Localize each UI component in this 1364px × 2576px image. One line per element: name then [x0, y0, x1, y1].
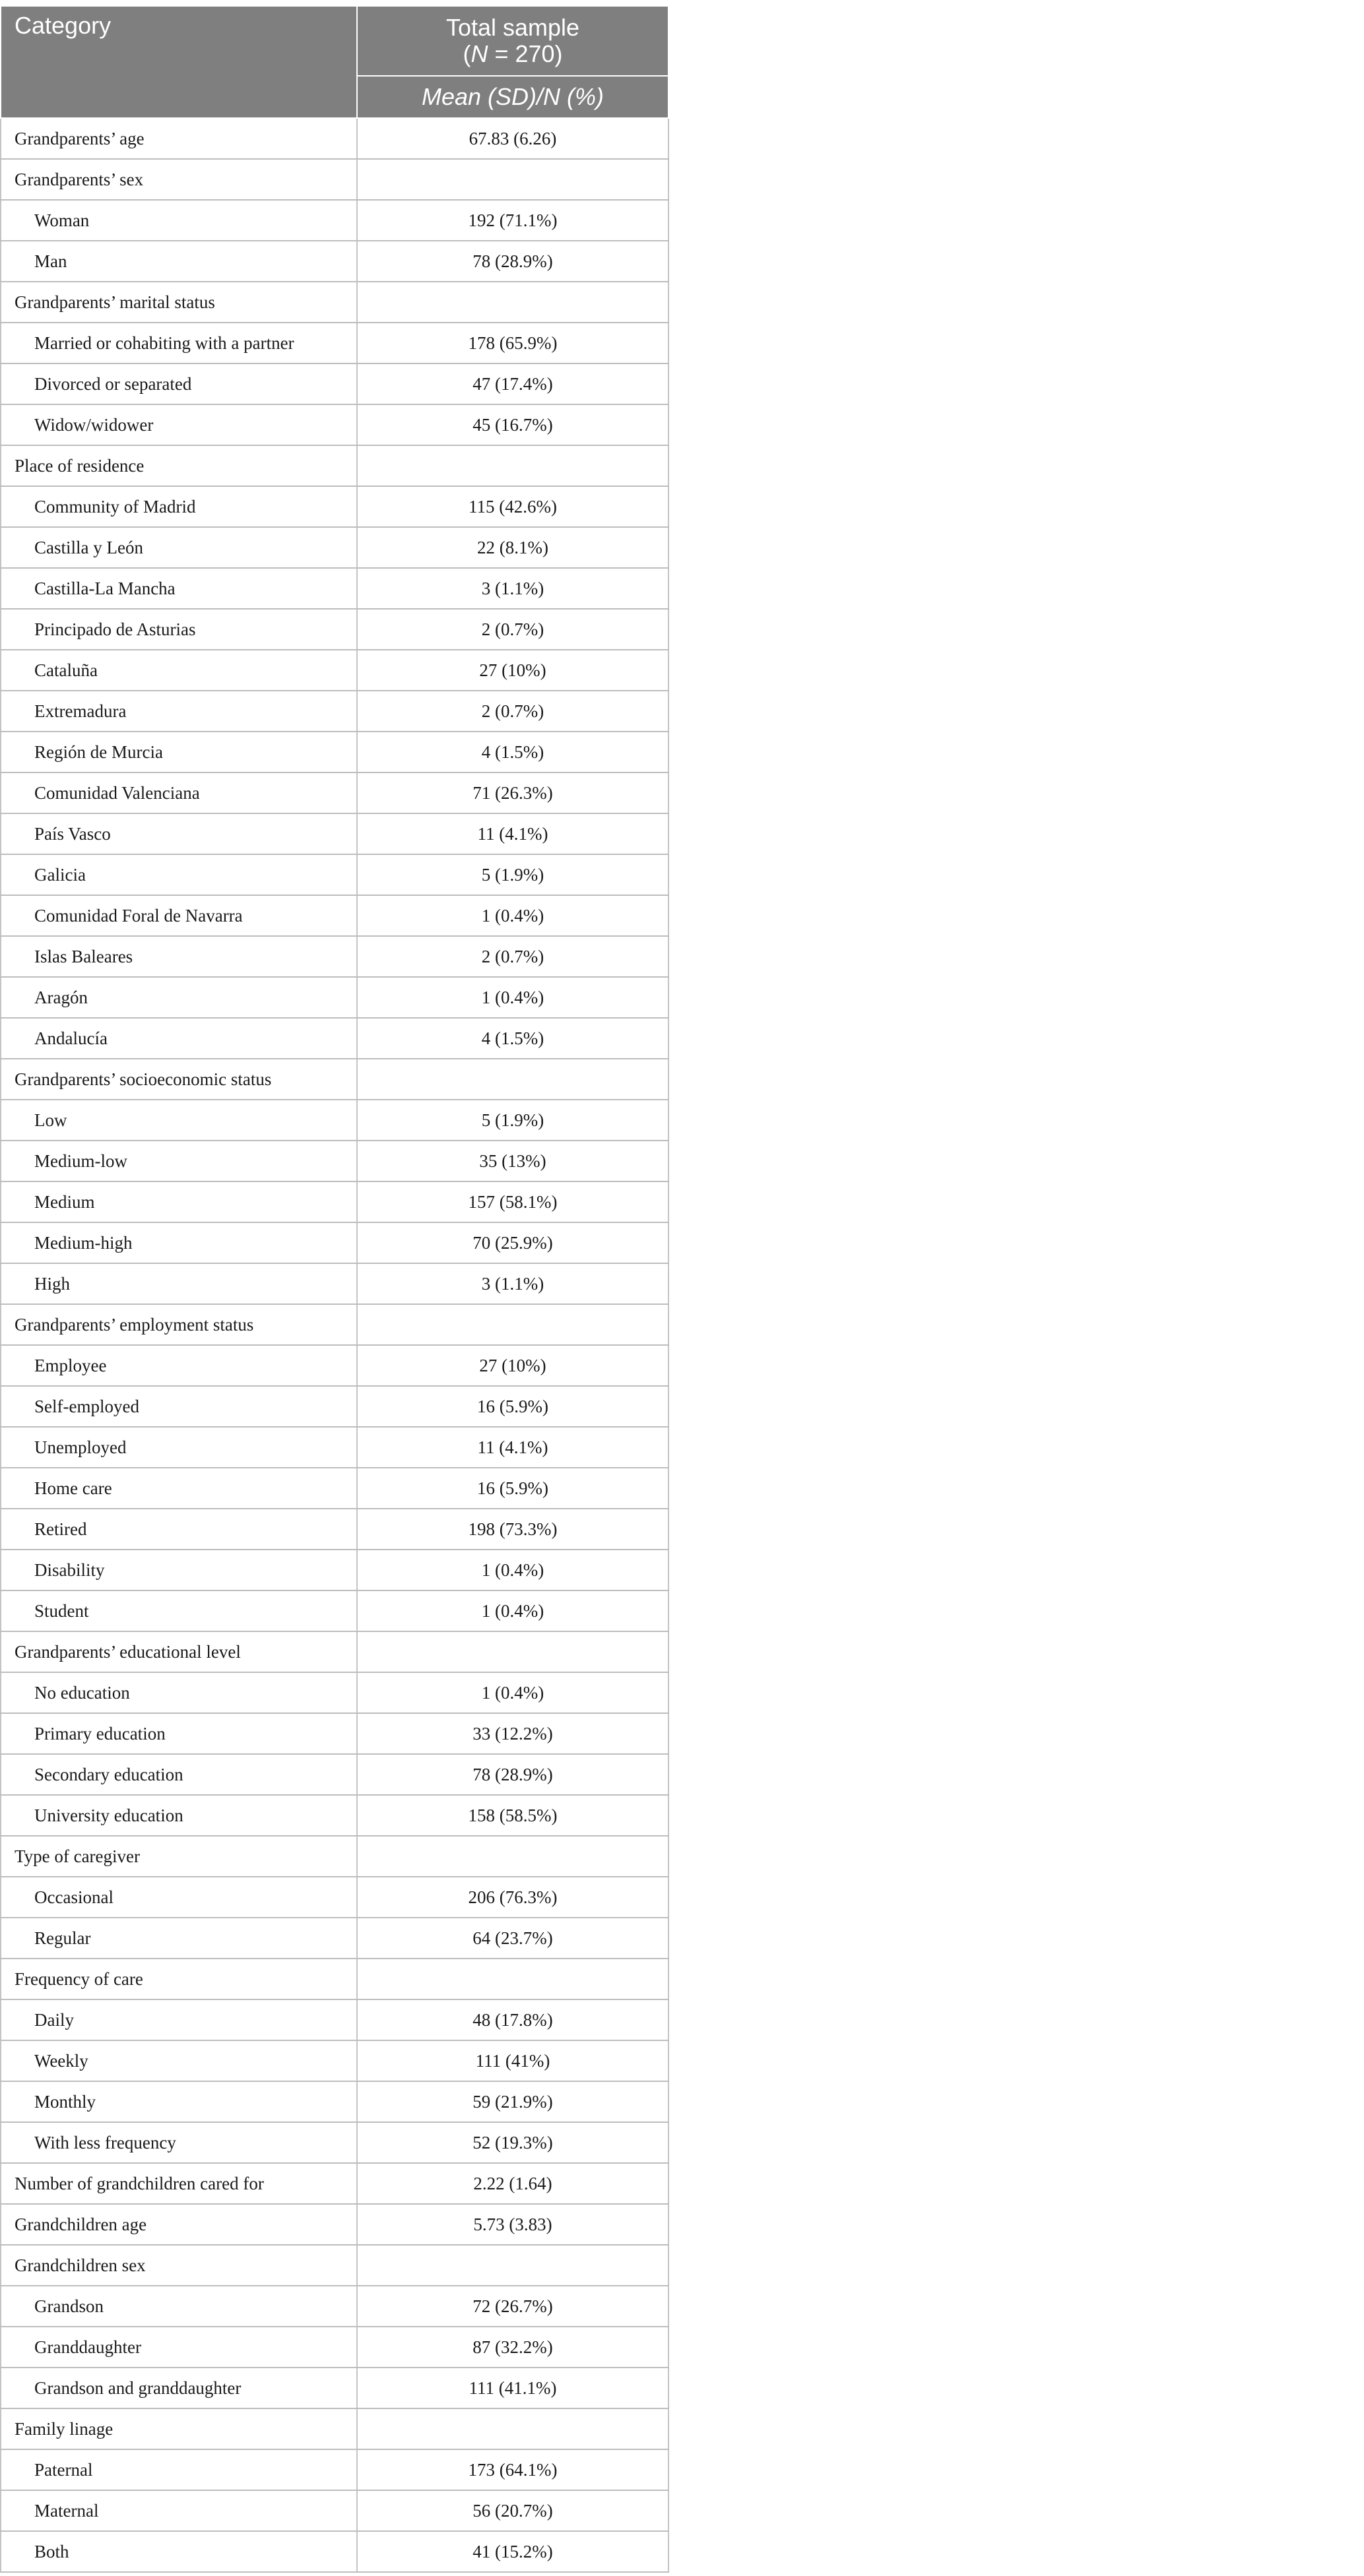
- table-row: [1, 691, 668, 732]
- table-row: [1, 2368, 668, 2408]
- subcategory-label: No education: [1, 1672, 357, 1713]
- subcategory-label: Regular: [1, 1918, 357, 1959]
- subcategory-label: Secondary education: [1, 1754, 357, 1795]
- statistic-value: 1 (0.4%): [357, 1672, 668, 1713]
- subcategory-label: Andalucía: [1, 1018, 357, 1059]
- statistic-value: 59 (21.9%): [357, 2081, 668, 2122]
- statistic-value: 157 (58.1%): [357, 1181, 668, 1222]
- table-row: [1, 1304, 668, 1345]
- statistic-value: [357, 1631, 668, 1672]
- subcategory-label: High: [1, 1263, 357, 1304]
- statistic-value: 16 (5.9%): [357, 1468, 668, 1509]
- subcategory-label: Galicia: [1, 854, 357, 895]
- category-label: Grandparents’ sex: [1, 159, 357, 200]
- statistic-value: 22 (8.1%): [357, 527, 668, 568]
- subcategory-label: With less frequency: [1, 2122, 357, 2163]
- statistic-value: 178 (65.9%): [357, 323, 668, 363]
- subcategory-label: Man: [1, 241, 357, 282]
- subcategory-label: Woman: [1, 200, 357, 241]
- statistic-value: [357, 1959, 668, 1999]
- table-row: [1, 2081, 668, 2122]
- statistic-value: 48 (17.8%): [357, 1999, 668, 2040]
- table-row: [1, 813, 668, 854]
- total-sample-column-header: [357, 6, 668, 76]
- subcategory-label: Comunidad Foral de Navarra: [1, 895, 357, 936]
- table-row: [1, 2040, 668, 2081]
- sample-size-open-paren: (: [463, 40, 471, 67]
- category-label: Grandparents’ age: [1, 118, 357, 159]
- statistic-value: 11 (4.1%): [357, 1427, 668, 1468]
- table-header: [1, 6, 668, 118]
- table-row: [1, 1181, 668, 1222]
- subcategory-label: Disability: [1, 1550, 357, 1590]
- table-row: [1, 1141, 668, 1181]
- table-row: [1, 2122, 668, 2163]
- statistic-value: 52 (19.3%): [357, 2122, 668, 2163]
- table-row: [1, 2449, 668, 2490]
- subcategory-label: Widow/widower: [1, 404, 357, 445]
- table-row: [1, 1918, 668, 1959]
- statistic-value: 41 (15.2%): [357, 2531, 668, 2572]
- table-row: [1, 445, 668, 486]
- statistic-value: 198 (73.3%): [357, 1509, 668, 1550]
- table-row: [1, 1059, 668, 1100]
- subcategory-label: Primary education: [1, 1713, 357, 1754]
- demographics-table-container: [0, 5, 668, 2573]
- statistic-value: 1 (0.4%): [357, 1590, 668, 1631]
- statistic-value: 1 (0.4%): [357, 977, 668, 1018]
- table-body: [1, 118, 668, 2572]
- category-label: Grandparents’ marital status: [1, 282, 357, 323]
- table-row: [1, 1754, 668, 1795]
- statistic-value: 56 (20.7%): [357, 2490, 668, 2531]
- statistic-value: [357, 445, 668, 486]
- subcategory-label: University education: [1, 1795, 357, 1836]
- subcategory-label: Employee: [1, 1345, 357, 1386]
- table-row: [1, 1427, 668, 1468]
- statistic-value: 2 (0.7%): [357, 936, 668, 977]
- subcategory-label: Divorced or separated: [1, 363, 357, 404]
- statistic-value: 27 (10%): [357, 1345, 668, 1386]
- statistic-value: 5 (1.9%): [357, 854, 668, 895]
- statistic-value: 70 (25.9%): [357, 1222, 668, 1263]
- statistic-value: 4 (1.5%): [357, 1018, 668, 1059]
- statistic-value: 87 (32.2%): [357, 2327, 668, 2368]
- subcategory-label: Medium-low: [1, 1141, 357, 1181]
- subcategory-label: Grandson: [1, 2286, 357, 2327]
- subcategory-label: Castilla-La Mancha: [1, 568, 357, 609]
- table-row: [1, 1386, 668, 1427]
- statistic-value: 64 (23.7%): [357, 1918, 668, 1959]
- statistic-value: 67.83 (6.26): [357, 118, 668, 159]
- table-row: [1, 527, 668, 568]
- table-row: [1, 2245, 668, 2286]
- sample-size-value: = 270): [488, 40, 563, 67]
- subcategory-label: Medium-high: [1, 1222, 357, 1263]
- table-row: [1, 1672, 668, 1713]
- table-row: [1, 1550, 668, 1590]
- subcategory-label: Principado de Asturias: [1, 609, 357, 650]
- subcategory-label: Aragón: [1, 977, 357, 1018]
- table-row: [1, 568, 668, 609]
- table-row: [1, 732, 668, 772]
- table-row: [1, 1959, 668, 1999]
- table-row: [1, 118, 668, 159]
- category-label: Grandchildren sex: [1, 2245, 357, 2286]
- subcategory-label: Community of Madrid: [1, 486, 357, 527]
- table-row: [1, 2408, 668, 2449]
- table-row: [1, 1999, 668, 2040]
- statistic-value: 16 (5.9%): [357, 1386, 668, 1427]
- statistic-value: 1 (0.4%): [357, 895, 668, 936]
- table-row: [1, 2327, 668, 2368]
- category-label: Frequency of care: [1, 1959, 357, 1999]
- table-row: [1, 1345, 668, 1386]
- subcategory-label: Home care: [1, 1468, 357, 1509]
- table-row: [1, 1590, 668, 1631]
- statistic-value: 2 (0.7%): [357, 691, 668, 732]
- table-row: [1, 200, 668, 241]
- subcategory-label: Islas Baleares: [1, 936, 357, 977]
- table-row: [1, 486, 668, 527]
- table-row: [1, 363, 668, 404]
- statistic-value: [357, 159, 668, 200]
- subcategory-label: Comunidad Valenciana: [1, 772, 357, 813]
- sample-size-variable: N: [471, 40, 488, 67]
- statistic-value: 35 (13%): [357, 1141, 668, 1181]
- table-row: [1, 1795, 668, 1836]
- statistic-value: [357, 1304, 668, 1345]
- category-label: Grandparents’ socioeconomic status: [1, 1059, 357, 1100]
- category-label: Place of residence: [1, 445, 357, 486]
- statistic-value: 5.73 (3.83): [357, 2204, 668, 2245]
- category-label: Family linage: [1, 2408, 357, 2449]
- statistic-value: 33 (12.2%): [357, 1713, 668, 1754]
- statistic-value: [357, 282, 668, 323]
- statistic-value: 72 (26.7%): [357, 2286, 668, 2327]
- statistic-value: 192 (71.1%): [357, 200, 668, 241]
- category-label: Type of caregiver: [1, 1836, 357, 1877]
- table-row: [1, 404, 668, 445]
- table-row: [1, 772, 668, 813]
- statistic-value: 3 (1.1%): [357, 1263, 668, 1304]
- table-row: [1, 1222, 668, 1263]
- statistic-value: 115 (42.6%): [357, 486, 668, 527]
- table-row: [1, 1018, 668, 1059]
- statistic-value: 158 (58.5%): [357, 1795, 668, 1836]
- statistic-value: 71 (26.3%): [357, 772, 668, 813]
- table-row: [1, 1631, 668, 1672]
- subcategory-label: Grandson and granddaughter: [1, 2368, 357, 2408]
- statistic-subheader: Mean (SD)/N (%): [357, 76, 668, 118]
- statistic-value: [357, 2245, 668, 2286]
- statistic-value: 206 (76.3%): [357, 1877, 668, 1918]
- statistic-value: 78 (28.9%): [357, 1754, 668, 1795]
- statistic-value: [357, 2408, 668, 2449]
- subcategory-label: Monthly: [1, 2081, 357, 2122]
- statistic-value: 2.22 (1.64): [357, 2163, 668, 2204]
- subcategory-label: Married or cohabiting with a partner: [1, 323, 357, 363]
- subcategory-label: Occasional: [1, 1877, 357, 1918]
- statistic-value: [357, 1059, 668, 1100]
- subcategory-label: País Vasco: [1, 813, 357, 854]
- category-label: Grandchildren age: [1, 2204, 357, 2245]
- statistic-value: 78 (28.9%): [357, 241, 668, 282]
- table-row: [1, 159, 668, 200]
- table-row: [1, 1100, 668, 1141]
- statistic-value: 45 (16.7%): [357, 404, 668, 445]
- table-row: [1, 2286, 668, 2327]
- subcategory-label: Both: [1, 2531, 357, 2572]
- demographics-table: [0, 5, 669, 2573]
- subcategory-label: Self-employed: [1, 1386, 357, 1427]
- table-row: [1, 323, 668, 363]
- statistic-value: 3 (1.1%): [357, 568, 668, 609]
- subcategory-label: Cataluña: [1, 650, 357, 691]
- statistic-value: 47 (17.4%): [357, 363, 668, 404]
- statistic-value: 2 (0.7%): [357, 609, 668, 650]
- table-row: [1, 936, 668, 977]
- category-label: Number of grandchildren cared for: [1, 2163, 357, 2204]
- table-row: [1, 895, 668, 936]
- table-row: [1, 1877, 668, 1918]
- table-row: [1, 650, 668, 691]
- statistic-value: 111 (41%): [357, 2040, 668, 2081]
- table-row: [1, 241, 668, 282]
- subcategory-label: Paternal: [1, 2449, 357, 2490]
- subcategory-label: Daily: [1, 1999, 357, 2040]
- statistic-value: 4 (1.5%): [357, 732, 668, 772]
- table-row: [1, 1836, 668, 1877]
- total-sample-label: Total sample: [445, 14, 580, 41]
- subcategory-label: Medium: [1, 1181, 357, 1222]
- subcategory-label: Retired: [1, 1509, 357, 1550]
- category-label: Grandparents’ educational level: [1, 1631, 357, 1672]
- statistic-value: 11 (4.1%): [357, 813, 668, 854]
- subcategory-label: Maternal: [1, 2490, 357, 2531]
- category-column-header: Category: [1, 6, 357, 118]
- table-row: [1, 1509, 668, 1550]
- table-row: [1, 2204, 668, 2245]
- subcategory-label: Región de Murcia: [1, 732, 357, 772]
- header-row: [1, 6, 668, 76]
- statistic-value: 111 (41.1%): [357, 2368, 668, 2408]
- sample-size-label: [463, 40, 562, 67]
- subcategory-label: Extremadura: [1, 691, 357, 732]
- table-row: [1, 2490, 668, 2531]
- table-row: [1, 854, 668, 895]
- statistic-value: 1 (0.4%): [357, 1550, 668, 1590]
- subcategory-label: Unemployed: [1, 1427, 357, 1468]
- table-row: [1, 1713, 668, 1754]
- table-row: [1, 2531, 668, 2572]
- table-row: [1, 977, 668, 1018]
- table-row: [1, 1263, 668, 1304]
- table-row: [1, 282, 668, 323]
- statistic-value: 5 (1.9%): [357, 1100, 668, 1141]
- table-row: [1, 2163, 668, 2204]
- category-label: Grandparents’ employment status: [1, 1304, 357, 1345]
- statistic-value: [357, 1836, 668, 1877]
- subcategory-label: Weekly: [1, 2040, 357, 2081]
- subcategory-label: Granddaughter: [1, 2327, 357, 2368]
- subcategory-label: Low: [1, 1100, 357, 1141]
- table-row: [1, 1468, 668, 1509]
- table-row: [1, 609, 668, 650]
- statistic-value: 173 (64.1%): [357, 2449, 668, 2490]
- statistic-value: 27 (10%): [357, 650, 668, 691]
- subcategory-label: Castilla y León: [1, 527, 357, 568]
- subcategory-label: Student: [1, 1590, 357, 1631]
